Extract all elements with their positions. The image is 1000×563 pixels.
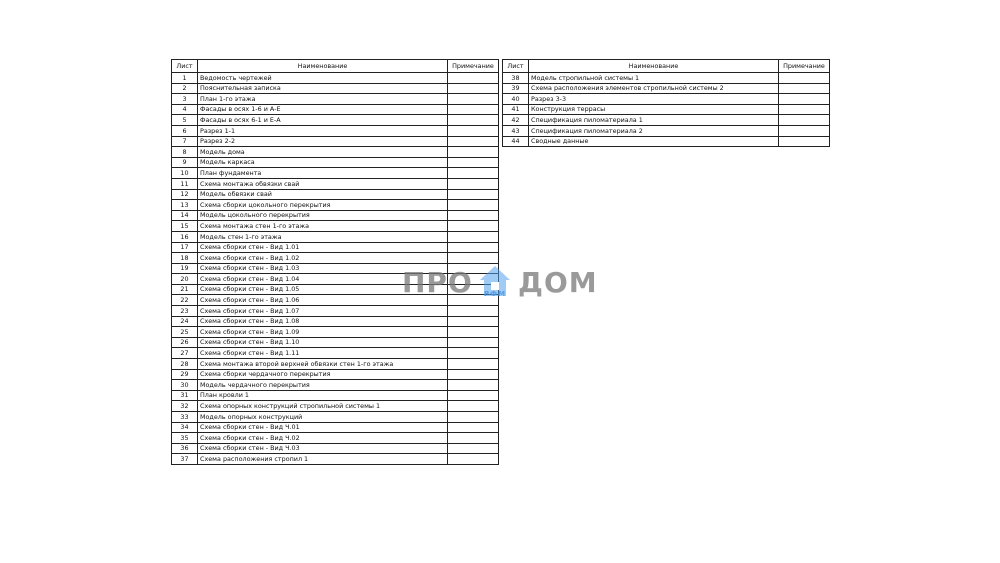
sheet-name-cell: Фасады в осях 1-6 и А-Е: [198, 104, 448, 115]
sheet-note-cell: [448, 221, 499, 232]
table-row: [172, 136, 499, 147]
sheet-name-cell: Схема сборки стен - Вид Ч.01: [198, 422, 448, 433]
sheet-note-cell: [448, 443, 499, 454]
sheet-note-cell: [779, 125, 830, 136]
sheet-name-cell: Схема сборки стен - Вид 1.04: [198, 274, 448, 285]
sheet-name-cell: Схема сборки стен - Вид 1.11: [198, 348, 448, 359]
sheet-number-cell: 21: [172, 284, 198, 295]
sheet-note-cell: [448, 306, 499, 317]
table-header-row: [503, 60, 830, 73]
sheet-note-cell: [779, 73, 830, 84]
sheet-note-cell: [448, 94, 499, 105]
header-note: Примечание: [779, 60, 830, 73]
header-sheet: Лист: [503, 60, 529, 73]
sheet-note-cell: [779, 104, 830, 115]
sheet-number-cell: 15: [172, 221, 198, 232]
table-row: [172, 253, 499, 264]
drawings-table-right: [502, 59, 830, 147]
table-row: [172, 115, 499, 126]
sheet-name-cell: План фундамента: [198, 168, 448, 179]
table-row: [172, 401, 499, 412]
sheet-note-cell: [448, 242, 499, 253]
table-row: [172, 189, 499, 200]
sheet-note-cell: [448, 316, 499, 327]
sheet-number-cell: 20: [172, 274, 198, 285]
sheet-number-cell: 37: [172, 454, 198, 465]
table-row: [172, 412, 499, 423]
sheet-number-cell: 26: [172, 337, 198, 348]
sheet-name-cell: Схема сборки стен - Вид 1.05: [198, 284, 448, 295]
sheet-number-cell: 30: [172, 380, 198, 391]
table-row: [172, 168, 499, 179]
sheet-name-cell: Схема опорных конструкций стропильной системы 1: [198, 401, 448, 412]
sheet-name-cell: Схема сборки цокольного перекрытия: [198, 200, 448, 211]
sheet-name-cell: Модель каркаса: [198, 157, 448, 168]
sheet-name-cell: Схема сборки стен - Вид 1.10: [198, 337, 448, 348]
sheet-note-cell: [448, 73, 499, 84]
table-row: [503, 104, 830, 115]
sheet-number-cell: 42: [503, 115, 529, 126]
table-row: [172, 221, 499, 232]
sheet-name-cell: Спецификация пиломатериала 2: [529, 125, 779, 136]
sheet-note-cell: [448, 422, 499, 433]
sheet-number-cell: 40: [503, 94, 529, 105]
sheet-number-cell: 18: [172, 253, 198, 264]
sheet-number-cell: 32: [172, 401, 198, 412]
table-row: [172, 348, 499, 359]
table-row: [172, 316, 499, 327]
sheet-name-cell: Модель чердачного перекрытия: [198, 380, 448, 391]
header-sheet: Лист: [172, 60, 198, 73]
sheet-name-cell: Конструкция террасы: [529, 104, 779, 115]
sheet-name-cell: Схема монтажа стен 1-го этажа: [198, 221, 448, 232]
table-row: [172, 104, 499, 115]
sheet-name-cell: Разрез 3-3: [529, 94, 779, 105]
sheet-name-cell: Сводные данные: [529, 136, 779, 147]
sheet-number-cell: 31: [172, 390, 198, 401]
sheet-name-cell: Спецификация пиломатериала 1: [529, 115, 779, 126]
table-row: [172, 422, 499, 433]
sheet-name-cell: Схема монтажа обвязки свай: [198, 178, 448, 189]
sheet-note-cell: [779, 115, 830, 126]
table-row: [172, 359, 499, 370]
table-row: [172, 83, 499, 94]
sheet-note-cell: [448, 115, 499, 126]
sheet-note-cell: [448, 189, 499, 200]
sheet-name-cell: Схема сборки стен - Вид 1.09: [198, 327, 448, 338]
sheet-note-cell: [448, 178, 499, 189]
table-row: [172, 454, 499, 465]
sheet-name-cell: Схема расположения стропил 1: [198, 454, 448, 465]
sheet-note-cell: [448, 337, 499, 348]
header-note: Примечание: [448, 60, 499, 73]
sheet-number-cell: 5: [172, 115, 198, 126]
sheet-number-cell: 39: [503, 83, 529, 94]
table-row: [172, 125, 499, 136]
sheet-name-cell: Модель стен 1-го этажа: [198, 231, 448, 242]
table-row: [172, 94, 499, 105]
sheet-note-cell: [448, 200, 499, 211]
table-row: [172, 443, 499, 454]
sheet-number-cell: 41: [503, 104, 529, 115]
header-name: Наименование: [529, 60, 779, 73]
logo-text-pro: ПРО: [402, 266, 473, 299]
sheet-name-cell: Модель стропильной системы 1: [529, 73, 779, 84]
table-header-row: [172, 60, 499, 73]
sheet-note-cell: [448, 125, 499, 136]
table-row: [172, 231, 499, 242]
table-row: [172, 337, 499, 348]
header-name: Наименование: [198, 60, 448, 73]
sheet-note-cell: [448, 104, 499, 115]
table-row: [172, 433, 499, 444]
logo-badge: РФМ: [484, 290, 507, 298]
sheet-number-cell: 1: [172, 73, 198, 84]
watermark-logo: [402, 264, 602, 304]
sheet-number-cell: 22: [172, 295, 198, 306]
sheet-number-cell: 10: [172, 168, 198, 179]
table-row: [172, 200, 499, 211]
table-row: [503, 125, 830, 136]
sheet-note-cell: [448, 401, 499, 412]
sheet-note-cell: [779, 136, 830, 147]
sheet-number-cell: 8: [172, 147, 198, 158]
sheet-number-cell: 6: [172, 125, 198, 136]
sheet-name-cell: Разрез 2-2: [198, 136, 448, 147]
sheet-number-cell: 4: [172, 104, 198, 115]
sheet-number-cell: 16: [172, 231, 198, 242]
sheet-note-cell: [448, 348, 499, 359]
sheet-number-cell: 23: [172, 306, 198, 317]
sheet-number-cell: 9: [172, 157, 198, 168]
sheet-name-cell: Схема расположения элементов стропильной системы 2: [529, 83, 779, 94]
table-row: [172, 380, 499, 391]
sheet-name-cell: Схема сборки стен - Вид Ч.03: [198, 443, 448, 454]
table-row: [172, 147, 499, 158]
sheet-note-cell: [779, 94, 830, 105]
sheet-name-cell: Модель опорных конструкций: [198, 412, 448, 423]
table-row: [503, 94, 830, 105]
table-row: [172, 369, 499, 380]
table-row: [172, 157, 499, 168]
sheet-number-cell: 12: [172, 189, 198, 200]
sheet-note-cell: [448, 157, 499, 168]
sheet-name-cell: Модель обвязки свай: [198, 189, 448, 200]
sheet-note-cell: [448, 210, 499, 221]
table-row: [172, 210, 499, 221]
table-row: [172, 178, 499, 189]
sheet-name-cell: Схема сборки стен - Вид 1.07: [198, 306, 448, 317]
sheet-name-cell: Разрез 1-1: [198, 125, 448, 136]
sheet-number-cell: 3: [172, 94, 198, 105]
sheet-note-cell: [448, 454, 499, 465]
sheet-note-cell: [448, 390, 499, 401]
sheet-number-cell: 24: [172, 316, 198, 327]
sheet-number-cell: 38: [503, 73, 529, 84]
sheet-note-cell: [448, 136, 499, 147]
sheet-number-cell: 43: [503, 125, 529, 136]
sheet-number-cell: 27: [172, 348, 198, 359]
sheet-note-cell: [448, 327, 499, 338]
sheet-number-cell: 7: [172, 136, 198, 147]
sheet-number-cell: 36: [172, 443, 198, 454]
table-row: [172, 306, 499, 317]
sheet-number-cell: 44: [503, 136, 529, 147]
sheet-note-cell: [448, 147, 499, 158]
sheet-note-cell: [448, 231, 499, 242]
sheet-number-cell: 29: [172, 369, 198, 380]
sheet-number-cell: 25: [172, 327, 198, 338]
sheet-number-cell: 11: [172, 178, 198, 189]
table-row: [503, 136, 830, 147]
sheet-note-cell: [448, 359, 499, 370]
sheet-name-cell: План 1-го этажа: [198, 94, 448, 105]
sheet-note-cell: [448, 253, 499, 264]
sheet-note-cell: [448, 168, 499, 179]
logo-text-dom: ДОМ: [518, 266, 598, 299]
sheet-number-cell: 19: [172, 263, 198, 274]
sheet-name-cell: Схема монтажа второй верхней обвязки стен 1-го этажа: [198, 359, 448, 370]
sheet-name-cell: Схема сборки чердачного перекрытия: [198, 369, 448, 380]
table-row: [172, 390, 499, 401]
sheet-name-cell: План кровли 1: [198, 390, 448, 401]
sheet-name-cell: Пояснительная записка: [198, 83, 448, 94]
sheet-name-cell: Схема сборки стен - Вид 1.02: [198, 253, 448, 264]
sheet-note-cell: [448, 380, 499, 391]
sheet-note-cell: [448, 83, 499, 94]
sheet-number-cell: 2: [172, 83, 198, 94]
table-row: [172, 73, 499, 84]
drawings-table-left: [171, 59, 499, 465]
sheet-name-cell: Схема сборки стен - Вид 1.01: [198, 242, 448, 253]
sheet-number-cell: 28: [172, 359, 198, 370]
table-row: [503, 83, 830, 94]
sheet-number-cell: 34: [172, 422, 198, 433]
sheet-name-cell: Фасады в осях 6-1 и Е-А: [198, 115, 448, 126]
sheet-note-cell: [448, 369, 499, 380]
sheet-number-cell: 14: [172, 210, 198, 221]
sheet-note-cell: [448, 412, 499, 423]
sheet-note-cell: [448, 433, 499, 444]
sheet-note-cell: [779, 83, 830, 94]
sheet-name-cell: Схема сборки стен - Вид Ч.02: [198, 433, 448, 444]
sheet-number-cell: 33: [172, 412, 198, 423]
sheet-number-cell: 35: [172, 433, 198, 444]
sheet-name-cell: Модель дома: [198, 147, 448, 158]
table-row: [503, 73, 830, 84]
sheet-name-cell: Ведомость чертежей: [198, 73, 448, 84]
table-row: [172, 327, 499, 338]
sheet-number-cell: 17: [172, 242, 198, 253]
sheet-name-cell: Схема сборки стен - Вид 1.08: [198, 316, 448, 327]
sheet-name-cell: Схема сборки стен - Вид 1.03: [198, 263, 448, 274]
table-row: [172, 242, 499, 253]
sheet-name-cell: Модель цокольного перекрытия: [198, 210, 448, 221]
table-row: [503, 115, 830, 126]
sheet-name-cell: Схема сборки стен - Вид 1.06: [198, 295, 448, 306]
sheet-number-cell: 13: [172, 200, 198, 211]
